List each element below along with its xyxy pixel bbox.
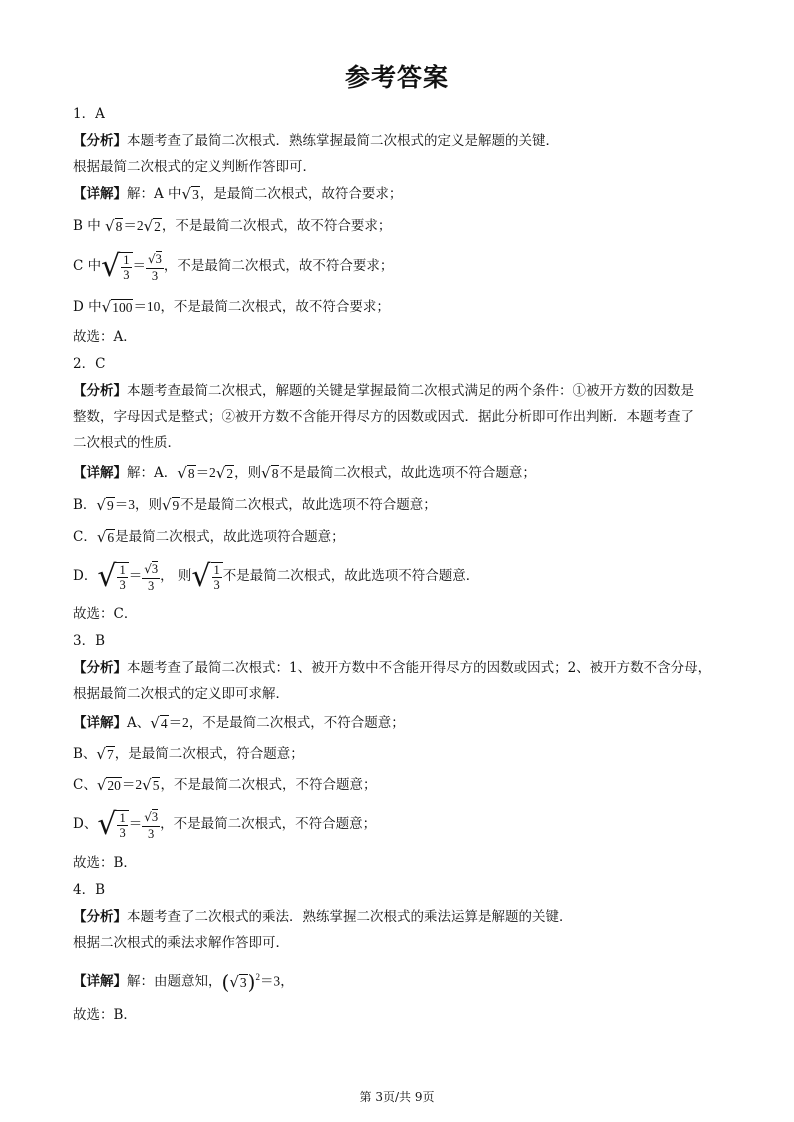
radicand: 3 [239,974,247,990]
q3-analysis-line1 [73,658,711,678]
q3-c-pre: C、 [73,777,97,793]
detail-tag: 【详解】 [73,465,127,481]
q2-analysis-line1 [73,381,694,401]
q2-d-post: 不是最简二次根式，故此选项不符合题意． [222,568,480,584]
radicand: 9 [172,498,180,513]
q1-analysis-line2: 根据最简二次根式的定义判断作答即可． [73,159,316,175]
q1-b-post: ，不是最简二次根式，故不符合要求； [161,218,392,234]
q3-c-eq: ＝2 [121,777,143,792]
q4-analysis-line2: 根据二次根式的乘法求解作答即可． [73,935,289,951]
q1-a-post: ，是最简二次根式，故符合要求； [199,186,403,202]
q1-b-pre: B 中 [73,218,101,234]
q3-head: 3．B [73,633,106,649]
q1-answer: 故选：A． [73,329,137,345]
q1-d-eq: ＝10 [133,299,161,314]
q3-c-post: ，不是最简二次根式，不符合题意； [160,777,377,793]
q4-detail-post: ， [280,973,294,990]
q2-d-mid: ， 则 [160,568,192,584]
radicand: 6 [107,530,115,545]
sqrt: √ 8 [261,464,279,482]
q2-a-post: 不是最简二次根式，故此选项不符合题意； [279,465,536,481]
sqrt: √ 9 [161,496,180,514]
radicand: 8 [271,466,279,481]
radicand: 2 [226,466,234,481]
sqrt: √ 100 [101,298,133,316]
fraction: $\frac{1}{3}$ [213,562,220,592]
q2-detail-a [73,463,536,483]
q2-a-mid: ，则 [234,465,262,481]
radicand: 9 [106,498,114,513]
q3-b-pre: B、 [73,746,97,762]
sqrt-frac: √ $\frac{1}{3}$ [101,252,132,282]
q2-detail-d [73,558,479,594]
radicand: 7 [106,747,114,762]
q1-detail-d [73,297,390,317]
q3-analysis-text: 本题考查了最简二次根式：1、被开方数中不含能开得尽方的因数或因式；2、被开方数不含分母， [127,660,712,676]
q3-b-post: ，是最简二次根式，符合题意； [114,746,304,762]
q3-answer: 故选：B． [73,855,137,871]
q2-b-eq: ＝3 [114,497,135,512]
q4-analysis-line1 [73,907,573,927]
q1-d-post: ，不是最简二次根式，故不符合要求； [160,299,390,315]
q4-detail-eq: ＝3 [259,973,281,989]
analysis-tag: 【分析】 [73,133,127,149]
radicand: 8 [187,466,195,481]
sqrt: √ 8 [105,217,123,235]
detail-tag: 【详解】 [73,715,127,731]
radicand: 5 [152,778,160,793]
radicand: 100 [112,300,133,315]
q2-detail-c [73,527,345,547]
q1-detail-b [73,216,391,236]
sqrt: √ 2 [143,217,161,235]
q1-c-post: ，不是最简二次根式，故不符合要求； [163,258,394,274]
q1-d-pre: D 中 [73,299,102,315]
fraction: $\frac{1}{3}$ [123,252,130,282]
q2-a-pre: 解：A． [127,465,178,481]
q4-analysis-text: 本题考查了二次根式的乘法．熟练掌握二次根式的乘法运算是解题的关键． [127,909,573,925]
radicand: 2 [154,219,161,234]
fraction: $\frac{1}{3}$ [119,810,126,840]
q3-a-post: ，不是最简二次根式，不符合题意； [188,715,405,731]
q2-b-pre: B． [73,497,97,513]
q3-a-eq: ＝2 [168,715,189,730]
q3-d-post: ，不是最简二次根式，不符合题意； [160,816,377,832]
q2-a-eq: ＝2 [195,465,216,480]
q2-detail-b [73,495,437,515]
sqrt-frac: √ $\frac{1}{3}$ [97,810,128,840]
sqrt: √ 6 [96,528,115,546]
radicand: 20 [107,778,121,793]
q2-c-pre: C． [73,529,97,545]
sqrt: √ 9 [96,496,114,514]
q2-answer: 故选：C． [73,606,138,622]
q2-d-eq: ＝ [128,568,143,584]
radicand: 8 [115,219,123,234]
q2-b-mid: ，则 [134,497,162,513]
q4-answer: 故选：B． [73,1007,137,1023]
q3-detail-d [73,806,376,842]
q1-a-pre: 解：A 中 [127,186,182,202]
sqrt: √ 20 [96,776,121,794]
q3-d-eq: ＝ [128,816,143,832]
q1-analysis-line1 [73,131,559,151]
page-footer: 第 3页/共 9页 [359,1090,435,1104]
q3-analysis-line2: 根据最简二次根式的定义即可求解． [73,686,289,702]
sqrt: √ 7 [96,745,114,763]
fraction: $\frac{1}{3}$ [119,562,126,592]
q1-detail-c [73,248,393,284]
q1-b-eq: ＝2 [123,218,144,233]
q1-head: 1．A [73,106,105,122]
radicand: 3 [192,187,199,202]
q1-c-pre: C 中 [73,258,102,274]
fraction: $\frac{√3}{3}$ [144,561,159,593]
q4-head: 4．B [73,882,106,898]
analysis-tag: 【分析】 [73,660,127,676]
detail-tag: 【详解】 [73,186,127,202]
fraction: $\frac{√3}{3}$ [144,809,159,841]
q4-detail: 【详解】解：由题意知，( √ 3 )$^2$＝3， [73,970,294,994]
q1-detail-a [73,184,402,204]
q3-detail-b [73,744,304,764]
sqrt: √ 4 [150,714,168,732]
q1-analysis-text: 本题考查了最简二次根式．熟练掌握最简二次根式的定义是解题的关键． [127,133,559,149]
q2-c-post: 是最简二次根式，故此选项符合题意； [115,529,345,545]
q4-detail-pre: 解：由题意知， [127,973,222,990]
sqrt: √ 2 [215,464,234,482]
analysis-tag: 【分析】 [73,909,127,925]
radicand: 4 [160,716,168,731]
page-title: 参考答案 [344,63,449,92]
sqrt: √ 8 [177,464,195,482]
q3-d-pre: D、 [73,816,98,832]
analysis-tag: 【分析】 [73,383,127,399]
q2-d-pre: D． [73,568,98,584]
q3-a-pre: A、 [127,715,151,731]
q3-detail-a [73,713,405,733]
q2-analysis-line2: 整数，字母因式是整式；②被开方数不含能开得尽方的因数或因式．据此分析即可作出判断．本题考查了 [73,409,694,425]
sqrt-frac: √ $\frac{1}{3}$ [191,562,222,592]
q3-detail-c [73,775,376,795]
q2-analysis-text: 本题考查最简二次根式，解题的关键是掌握最简二次根式满足的两个条件：①被开方数的因数是 [127,383,694,399]
exponent: 2 [255,972,260,982]
sqrt: √ 5 [142,776,160,794]
sqrt: √ 3 [229,972,247,991]
q2-b-post: 不是最简二次根式，故此选项不符合题意； [180,497,437,513]
sqrt: √ 3 [181,185,199,203]
q2-head: 2．C [73,356,106,372]
q2-analysis-line3: 二次根式的性质． [73,435,181,451]
detail-tag: 【详解】 [73,973,127,990]
sqrt-frac: √ $\frac{1}{3}$ [97,562,128,592]
fraction: $\frac{√3}{3}$ [148,251,162,283]
q1-c-eq: ＝ [132,258,146,274]
